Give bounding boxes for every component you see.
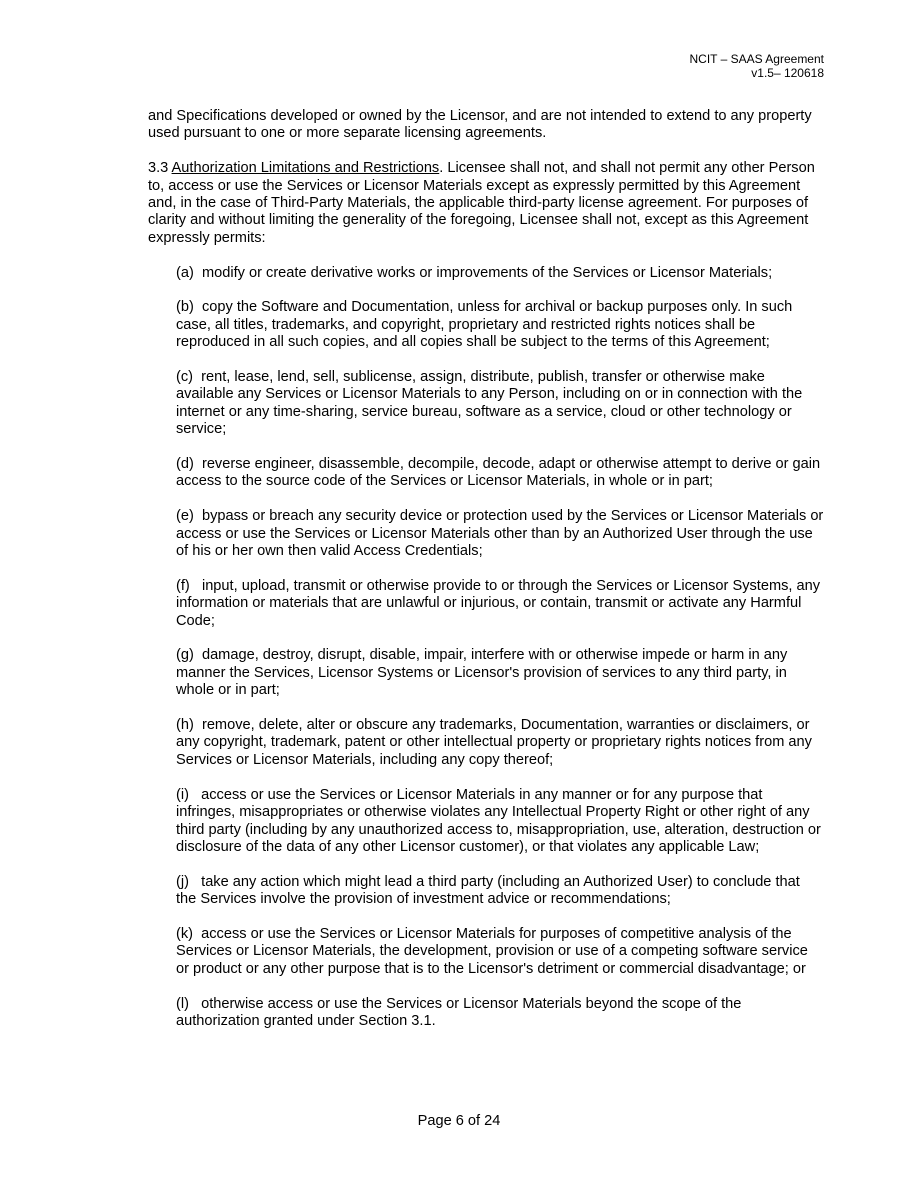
item-label: (l) [176,995,189,1012]
section-3-3-paragraph [148,160,824,247]
list-item [176,996,824,1031]
item-label: (h) [176,717,194,734]
section-heading: Authorization Limitations and Restrictions [171,160,440,177]
item-label: (a) [176,264,194,281]
item-label: (b) [176,299,194,316]
document-title: NCIT – SAAS Agreement [689,52,824,66]
list-item [176,787,824,857]
item-text: damage, destroy, disrupt, disable, impair, interfere with or otherwise impede or harm in any manner the Services, Licensor Systems or Licensor's provision of services to any third party, in whole or in part; [176,647,788,699]
item-label: (d) [176,456,194,473]
list-item [176,508,824,560]
section-text: . Licensee shall not, and shall not permit any other Person to, access or use the Services or Licensor Materials except as expressly permitted by this Agreement and, in the case of Third-Party Materials, the applicable third-party license agreement. For purposes of clarity and without limiting the generality of the foregoing, Licensee shall not, except as this Agreement expressly permits: [148,160,815,246]
page-footer [0,1113,918,1130]
item-text: modify or create derivative works or improvements of the Services or Licensor Materials; [201,264,773,281]
item-text: reverse engineer, disassemble, decompile, decode, adapt or otherwise attempt to derive or gain access to the source code of the Services or Licensor Materials, in whole or in part; [176,456,821,490]
item-label: (f) [176,577,190,594]
item-label: (j) [176,873,189,890]
intro-paragraph: and Specifications developed or owned by the Licensor, and are not intended to extend to any property used pursuant to one or more separate licensing agreements. [148,108,812,142]
page-number: Page 6 of 24 [417,1113,501,1129]
list-item [176,717,824,769]
list-item [176,369,824,439]
list-item [176,647,824,699]
item-text: input, upload, transmit or otherwise provide to or through the Services or Licensor Systems, any information or materials that are unlawful or injurious, or contain, transmit or activate any Harmful Code; [176,577,821,629]
list-item [176,874,824,909]
item-label: (g) [176,647,194,664]
item-text: copy the Software and Documentation, unless for archival or backup purposes only. In such case, all titles, trademarks, and copyright, proprietary and restricted rights notices shall be reproduced in all such copies, and all copies shall be subject to the terms of this Agreement; [176,299,793,351]
item-text: rent, lease, lend, sell, sublicense, assign, distribute, publish, transfer or otherwise make available any Services or Licensor Materials to any Person, including on or in connection with the internet or any time-sharing, service bureau, software as a service, cloud or other technology or service; [176,369,803,438]
list-item [176,265,824,282]
list-item [176,456,824,491]
list-item [176,578,824,630]
item-label: (c) [176,369,194,386]
item-text: access or use the Services or Licensor Materials for purposes of competitive analysis of the Services or Licensor Materials, the development, provision or use of a competing software service or product or any other purpose that is to the Licensor's detriment or commercial disadvantage; or [176,925,808,977]
list-item [176,926,824,978]
item-label: (i) [176,786,189,803]
item-label: (k) [176,925,194,942]
section-number: 3.3 [148,160,169,177]
page-header [689,53,824,80]
item-text: take any action which might lead a third party (including an Authorized User) to conclude that the Services involve the provision of investment advice or recommendations; [176,873,800,908]
restriction-list [148,265,824,1031]
document-version: v1.5– 120618 [751,65,824,80]
document-body [148,108,824,1048]
item-text: remove, delete, alter or obscure any trademarks, Documentation, warranties or disclaimers, or any copyright, trademark, patent or other intellectual property or proprietary rights notices from any Services or Licensor Materials, including any copy thereof; [176,717,812,768]
item-text: otherwise access or use the Services or Licensor Materials beyond the scope of the authorization granted under Section 3.1. [176,995,742,1029]
list-item [176,299,824,351]
item-text: bypass or breach any security device or protection used by the Services or Licensor Materials or access or use the Services or Licensor Materials other than by an Authorized User through the use of his or her own then valid Access Credentials; [176,508,824,560]
item-label: (e) [176,508,194,525]
item-text: access or use the Services or Licensor Materials in any manner or for any purpose that infringes, misappropriates or otherwise violates any Intellectual Property Right or other right of any third party (including by any unauthorized access to, misappropriation, use, alteration, destruction or disclosure of the data of any other Licensor customer), or that violates any applicable Law; [176,786,821,855]
